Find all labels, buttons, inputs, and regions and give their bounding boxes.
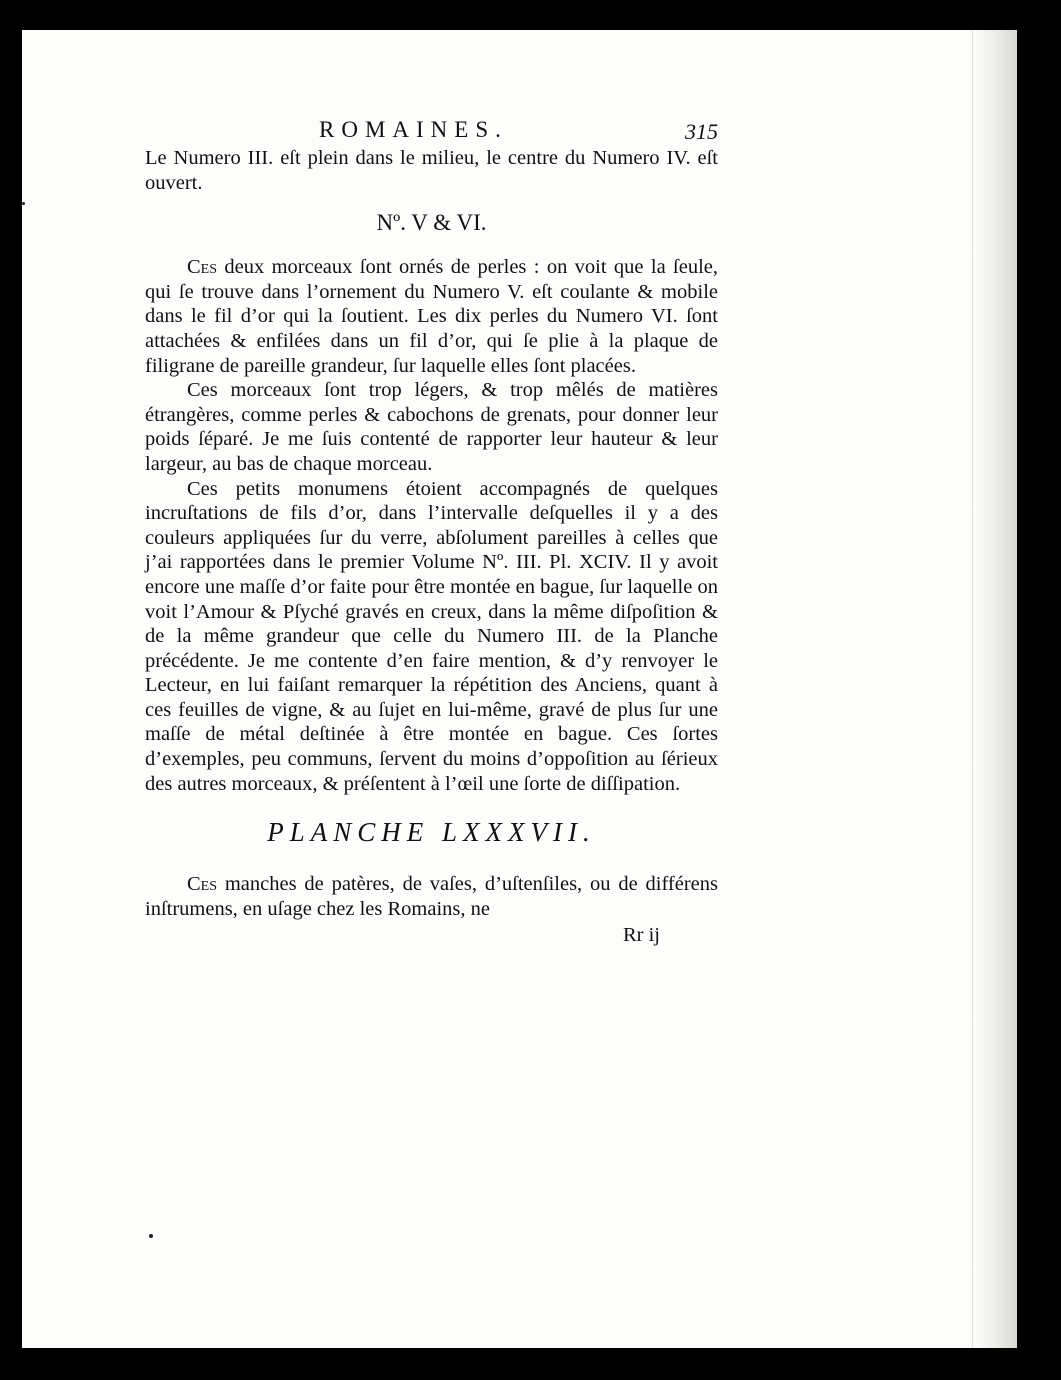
running-head	[145, 118, 718, 146]
running-title: ROMAINES.	[319, 117, 508, 142]
closing-paragraph	[145, 872, 718, 921]
catchword: Rr ij	[622, 924, 660, 947]
paragraph-3	[145, 477, 718, 797]
opening-paragraph: Le Numero III. eſt plein dans le milieu, le centre du Numero IV. eſt ouvert.	[145, 147, 718, 194]
paragraph-body: manches de patères, de vaſes, d’uſtenſiles, ou de différens inſtrumens, en uſage chez les Romains, ne	[145, 873, 718, 920]
ink-speck	[22, 202, 25, 205]
page-text	[145, 118, 718, 948]
paragraph-1	[145, 255, 718, 378]
paragraph-body: Ces morceaux ſont trop légers, & trop mêlés de matières étrangères, comme perles & cabochons de grenats, pour donner leur poids ſéparé. Je me ſuis contenté de rapporter leur hauteur & leur largeur, au bas de chaque morceau.	[145, 379, 718, 475]
paragraph-body: deux morceaux ſont ornés de perles : on voit que la ſeule, qui ſe trouve dans l’ornement du Numero V. eſt coulante & mobile dans le fil d’or qui la ſoutient. Les dix perles du Numero VI. ſont attachées & enfilées dans un fil d’or, qui ſe plie à la plaque de filigrane de pareille grandeur, ſur laquelle elles ſont placées.	[145, 256, 718, 377]
paragraph-body: Ces petits monumens étoient accompagnés de quelques incruſtations de fils d’or, dans l’intervalle deſquelles il y a des couleurs appliquées ſur du verre, abſolument pareilles à celles que j’ai rapportées dans le premier Volume Nº. III. Pl. XCIV. Il y avoit encore une maſſe d’or faite pour être montée en bague, ſur laquelle on voit l’Amour & Pſyché gravés en creux, dans la même diſpoſition & de la même grandeur que celle du Numero III. de la Planche précédente. Je me contente d’en faire mention, & d’y renvoyer le Lecteur, en lui faiſant remarquer la répétition des Anciens, quant à ces feuilles de vigne, & au ſujet en lui-même, gravé de plus ſur une maſſe de métal deſtinée à être montée en bague. Ces ſortes d’exemples, peu communs, ſervent du moins d’oppoſition au ſérieux des autres morceaux, & préſentent à l’œil une ſorte de diſſipation.	[145, 477, 718, 795]
paragraph-2	[145, 378, 718, 476]
page-edge-shadow	[972, 30, 1017, 1348]
plate-heading: PLANCHE LXXXVII.	[267, 817, 596, 848]
paragraph-lead: Ces	[187, 256, 218, 279]
section-heading: Nº. V & VI.	[376, 210, 487, 236]
ink-speck	[149, 1234, 153, 1238]
paragraph-lead: Ces	[187, 873, 218, 896]
page-number: 315	[685, 119, 718, 144]
